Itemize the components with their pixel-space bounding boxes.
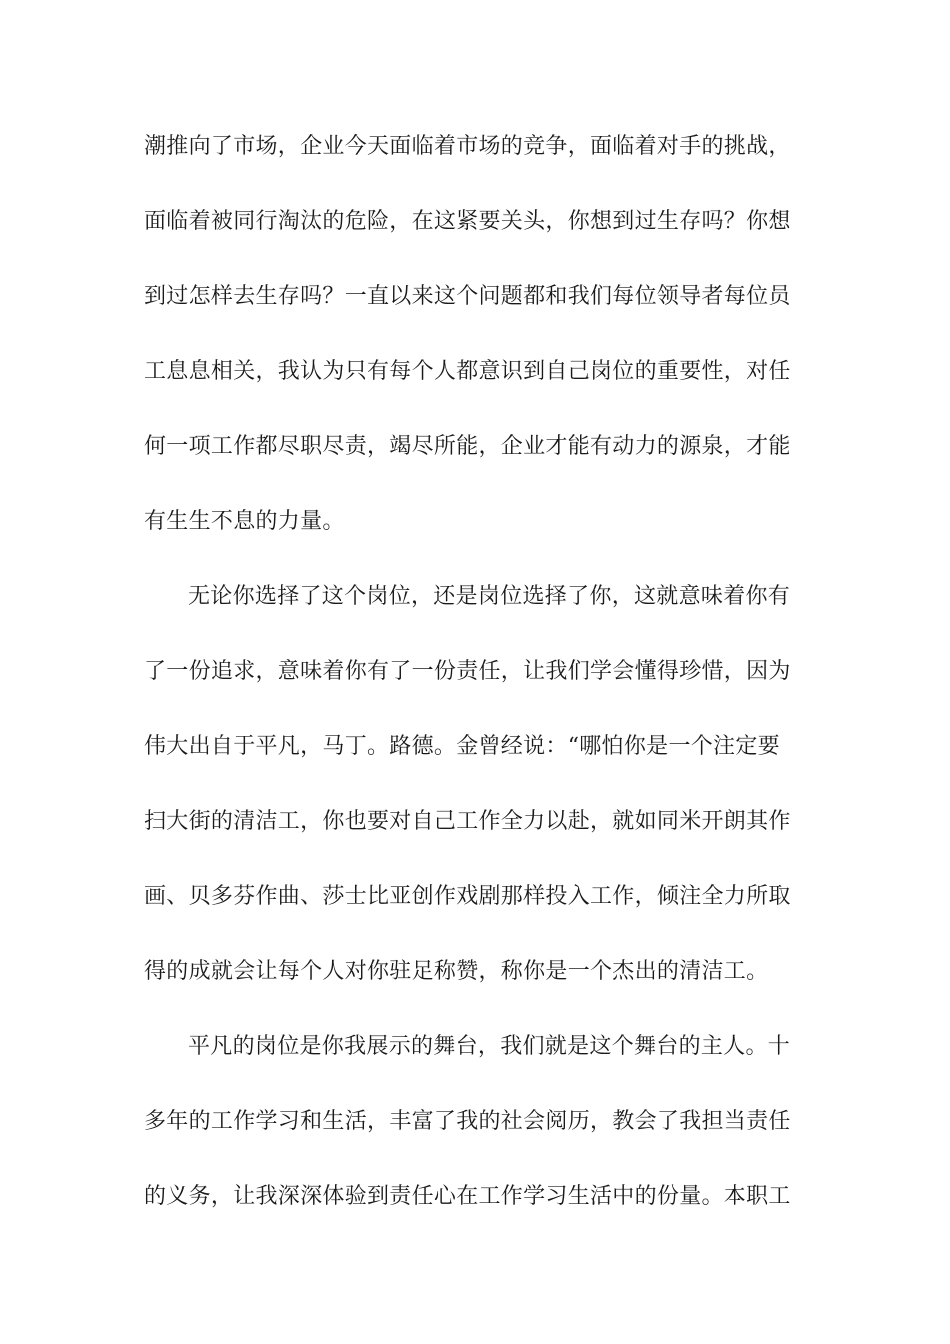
text-line: 到过怎样去生存吗？一直以来这个问题都和我们每位领导者每位员: [144, 284, 791, 309]
text-line: 潮推向了市场，企业今天面临着市场的竞争，面临着对手的挑战，: [144, 134, 791, 159]
text-line: 了一份追求，意味着你有了一份责任，让我们学会懂得珍惜，因为: [144, 659, 791, 684]
text-line: 得的成就会让每个人对你驻足称赞，称你是一个杰出的清洁工。: [144, 959, 769, 984]
text-line: 伟大出自于平凡，马丁。路德。金曾经说：“哪怕你是一个注定要: [144, 734, 780, 759]
paragraph-first-line: 平凡的岗位是你我展示的舞台，我们就是这个舞台的主人。十: [188, 1034, 791, 1059]
text-line: 的义务，让我深深体验到责任心在工作学习生活中的份量。本职工: [144, 1184, 791, 1209]
text-line: 工息息相关，我认为只有每个人都意识到自己岗位的重要性，对任: [144, 359, 791, 384]
text-line: 何一项工作都尽职尽责，竭尽所能，企业才能有动力的源泉，才能: [144, 434, 791, 459]
document-body: [144, 127, 808, 1252]
text-line: 面临着被同行淘汰的危险，在这紧要关头，你想到过生存吗？你想: [144, 209, 791, 234]
text-line: 有生生不息的力量。: [144, 509, 345, 534]
text-line: 多年的工作学习和生活，丰富了我的社会阅历，教会了我担当责任: [144, 1109, 791, 1134]
text-line: 扫大街的清洁工，你也要对自己工作全力以赴，就如同米开朗其作: [144, 809, 791, 834]
paragraph-first-line: 无论你选择了这个岗位，还是岗位选择了你，这就意味着你有: [188, 584, 791, 609]
text-line: 画、贝多芬作曲、莎士比亚创作戏剧那样投入工作，倾注全力所取: [144, 884, 791, 909]
